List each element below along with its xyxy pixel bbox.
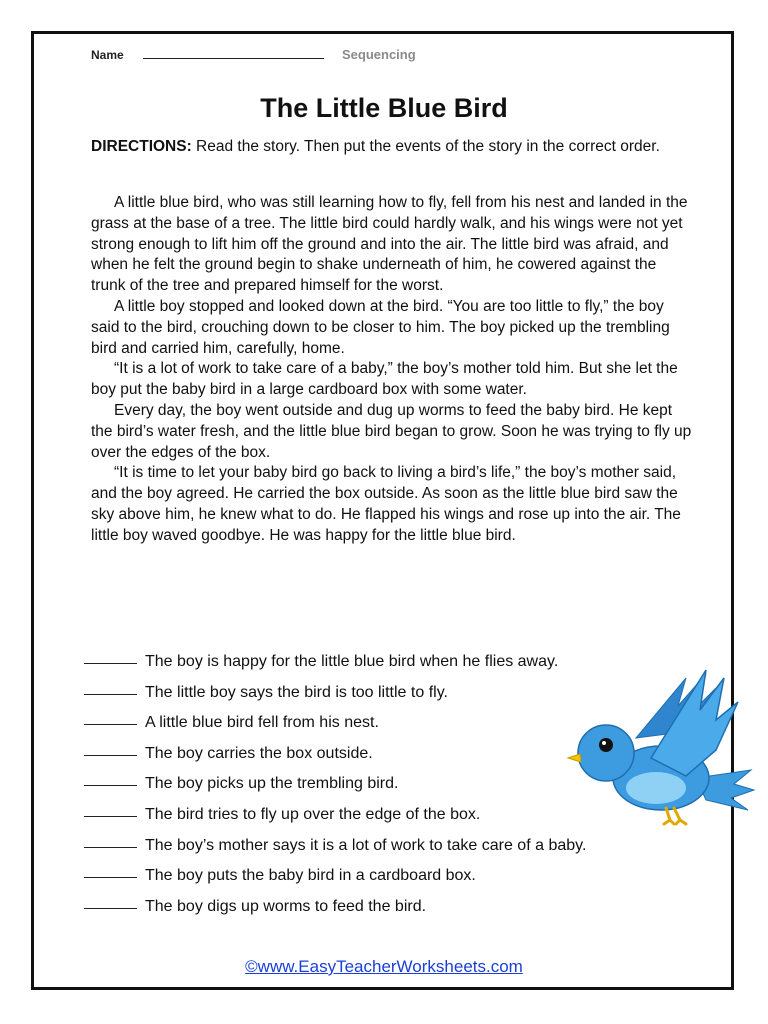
event-text: The boy picks up the trembling bird. [145,775,399,793]
answer-blank[interactable] [84,724,137,725]
directions-label: DIRECTIONS: [91,138,192,155]
answer-blank[interactable] [84,785,137,786]
story-paragraph: “It is time to let your baby bird go back to living a bird’s life,” the boy’s mother said, and the boy agreed. He carried the box outside. As soon as the little blue bird saw the sky above him, he knew what to do. He flapped his wings and rose up into the air. The little boy waved goodbye. He was happy for the little blue bird. [91,464,681,544]
story-paragraph: A little blue bird, who was still learning how to fly, fell from his nest and landed in the grass at the base of a tree. The little bird could hardly walk, and his wings were not yet strong enough to lift him off the ground and into the air. The little bird was afraid, and when he felt the ground begin to shake underneath of him, he cowered against the trunk of the tree and prepared himself for the worst. [91,194,688,295]
answer-blank[interactable] [84,663,137,664]
event-text: A little blue bird fell from his nest. [145,714,379,732]
story-paragraph: A little boy stopped and looked down at the bird. “You are too little to fly,” the boy said to the bird, crouching down to be closer to him. The boy picked up the trembling bird and carried him, carefully, home. [91,297,670,357]
answer-blank[interactable] [84,816,137,817]
list-item [84,834,704,865]
event-text: The boy puts the baby bird in a cardboard box. [145,867,476,885]
name-input-line[interactable] [143,58,324,59]
page-title: The Little Blue Bird [260,93,508,123]
list-item [84,895,704,926]
story-paragraph: Every day, the boy went outside and dug up worms to feed the baby bird. He kept the bird’s water fresh, and the little blue bird began to grow. Soon he was trying to fly up over the edges of the box. [91,401,692,461]
story-text [91,193,693,547]
answer-blank[interactable] [84,694,137,695]
event-text: The boy carries the box outside. [145,744,373,762]
list-item [84,864,704,895]
category-label: Sequencing [342,47,416,62]
answer-blank[interactable] [84,877,137,878]
blue-bird-illustration [566,658,756,838]
event-text: The little boy says the bird is too little to fly. [145,683,448,701]
answer-blank[interactable] [84,908,137,909]
event-text: The boy’s mother says it is a lot of work to take care of a baby. [145,836,587,854]
answer-blank[interactable] [84,755,137,756]
footer-link[interactable]: ©www.EasyTeacherWorksheets.com [245,957,523,976]
event-text: The bird tries to fly up over the edge of the box. [145,805,481,823]
event-text: The boy is happy for the little blue bird when he flies away. [145,653,559,670]
story-paragraph: “It is a lot of work to take care of a baby,” the boy’s mother told him. But she let the boy put the baby bird in a large cardboard box with some water. [91,360,678,399]
directions-text: Read the story. Then put the events of the story in the correct order. [191,138,660,155]
answer-blank[interactable] [84,847,137,848]
name-label: Name [91,48,124,62]
directions [91,136,691,157]
event-text: The boy digs up worms to feed the bird. [145,897,427,915]
